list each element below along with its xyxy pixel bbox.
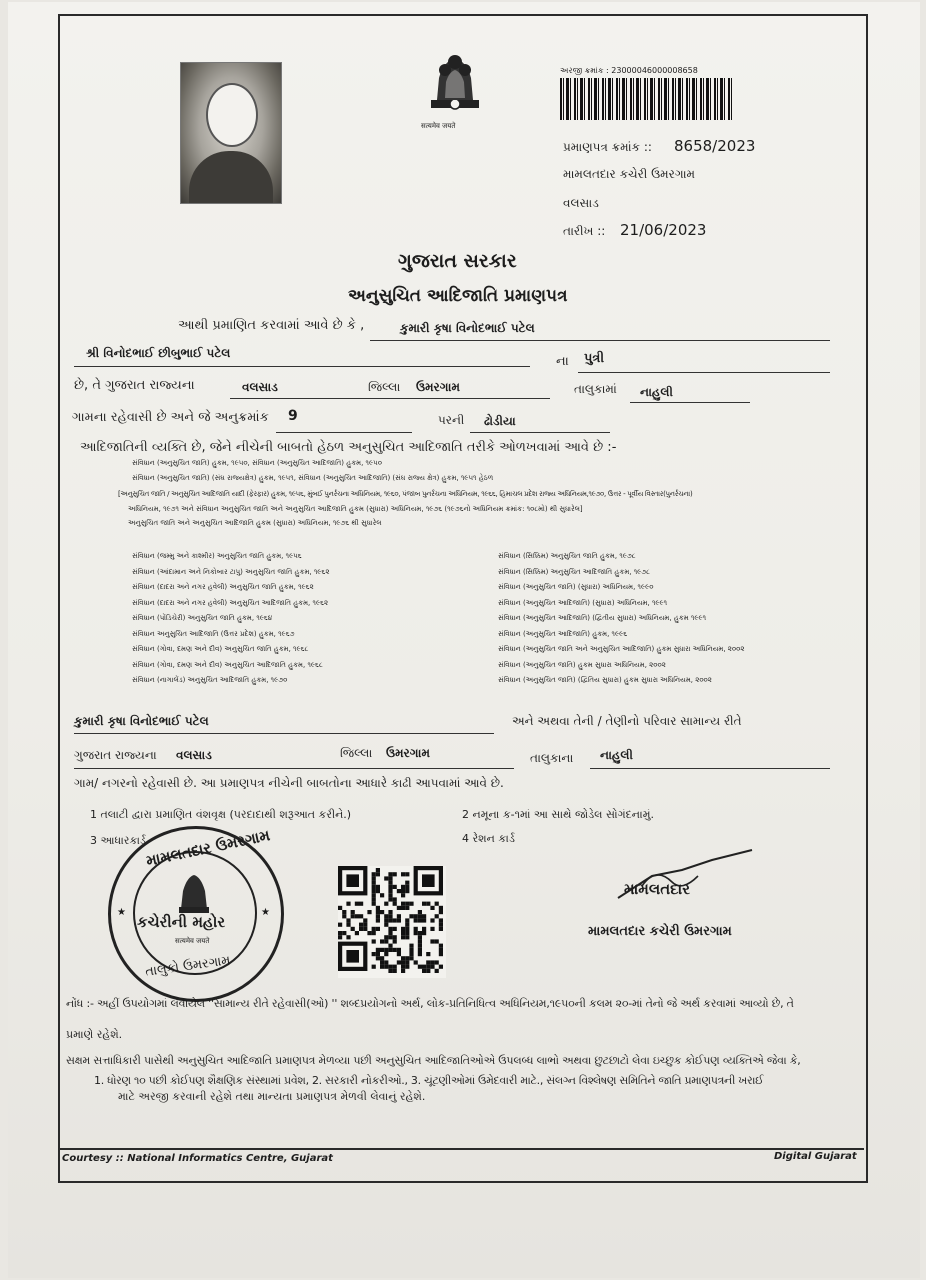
taluka-label: તાલુકામાં [574,382,617,396]
seal-top-text: મામલતદાર ઉમરગામ [144,826,272,870]
order-item: સંવિધાન (જમ્મુ અને કાશ્મીર) અનુસુચિત જાતિ હુકમ, ૧૯૫૬ [132,552,302,560]
info-line-2: 1. ધોરણ ૧૦ પછી કોઈપણ શૈક્ષણિક સંસ્થામાં પ્રવેશ, 2. સરકારી નોકરીઓ., 3. ચૂંટણીઓમાં ઉમેદવારી માટે., સંલગ્ન વિશ્લેષણ સમિતિને જાતિ પ્રમાણપત્રની ખરાઈ [94,1074,764,1087]
order-line: અનુસુચિત જાતિ અને અનુસુચિત આદિજાતિ હુકમ (સુધારા) અધિનિયમ, ૧૯૭૬ થી સુધારેલ [128,519,382,527]
family-resident-text: ગામ/ નગરનો રહેવાસી છે. આ પ્રમાણપત્ર નીચેની બાબતોના આધારે કાઢી આપવામાં આવે છે. [74,776,504,790]
order-item: સંવિધાન (અનુસુચિત આદિજાતિ) (દ્વિતીય સુધારા) અધિનિયમ, હુકમ ૧૯૯૧ [498,614,707,622]
family-district-value: વલસાડ [176,748,212,762]
orders-left-column [132,552,472,692]
village-underline [630,402,750,403]
order-item: સંવિધાન (અનુસુચિત જાતિ) (દ્વિતિય સુધારા) હુકમ સુધારા અધિનિયમ, ૨૦૦૨ [498,676,712,684]
document-item: 4 રેશન કાર્ડ [462,832,515,845]
and-or-text: અને અથવા તેની / તેણીનો પરિવાર સામાન્ય રીતે [512,714,742,728]
district-value: વલસાડ [242,380,278,394]
qr-code [338,866,446,978]
family-district-label: જિલ્લા [340,746,373,760]
family-state-prefix: ગુજરાત રાજ્યના [74,748,157,762]
order-item: સંવિધાન (નાગાલેંડ) અનુસુચિત આદિજાતિ હુકમ, ૧૯૭૦ [132,676,288,684]
order-item: સંવિધાન (અનુસુચિત જાતિ) (સુધારા) અધિનિયમ, ૧૯૯૦ [498,583,654,591]
order-item: સંવિધાન (અનુસુચિત જાતિ) હુકમ સુધારા અધિનિયમ, ૨૦૦૨ [498,660,666,669]
family-taluka-label: તાલુકાના [530,751,574,765]
order-item: સંવિધાન (આંદામાન અને નિકોબાર ટાપુ) અનુસુચિત જાતિ હુકમ, ૧૯૬૨ [132,567,330,576]
order-item: સંવિધાન (અનુસુચિત આદિજાતિ) હુકમ, ૧૯૯૬ [498,629,628,638]
government-title: ગુજરાત સરકાર [398,250,517,272]
relation: પુત્રી [584,351,605,366]
village-resident-text: ગામના રહેવાસી છે અને જે અનુક્રમાંક [72,410,269,425]
parent-underline [74,366,530,367]
family-name-underline [74,733,494,734]
application-number: અરજી ક્રમાંક : 23000046000008658 [560,66,698,75]
seal-star-icon: ★ [117,907,126,918]
signature-office: મામલતદાર કચેરી ઉમરગામ [588,924,732,939]
family-district-underline [74,768,514,769]
name-underline [370,340,830,341]
brand-text: Digital Gujarat [774,1151,857,1162]
document-item: 3 આધારકાર્ડ [90,834,146,847]
date-label: તારીખ :: [563,224,606,238]
barcode [560,78,734,120]
seal-motto: सत्यमेव जयते [175,937,210,945]
candidate-name: કુમારી કૃષા વિનોદભાઈ પટેલ [400,321,535,335]
order-item: સંવિધાન (અનુસુચિત આદિજાતિ) (સુધારા) અધિનિયમ, ૧૯૯૧ [498,598,668,607]
order-item: સંવિધાન (ગોવા, દમણ અને દીવ) અનુસુચિત જાતિ હુકમ, ૧૯૬૮ [132,645,309,653]
footer-divider [58,1148,864,1150]
issue-date: 21/06/2023 [620,221,707,239]
seal-bottom-text: તાલુકો ઉમરગામ [144,953,232,980]
seal-center-text: કચેરીની મહોર [137,913,226,931]
order-item: સંવિધાન (સિક્કિમ) અનુસુચિત આદિજાતિ હુકમ, ૧૯૭૮ [498,567,651,576]
order-item: સંવિધાન (પોંડિચેરી) અનુસુચિત જાતિ હુકમ, ૧૯૬૪ [132,614,273,622]
certificate-number: 8658/2023 [674,137,756,155]
order-item: સંવિધાન (દાદરા અને નગર હવેલી) અનુસુચિત જાતિ હુકમ, ૧૯૬૨ [132,583,314,591]
office-name: મામલતદાર કચેરી ઉમરગામ [563,167,696,181]
order-line: અધિનિયમ, ૧૯૭૧ અને સંવિધાન અનુસુચિત જાતિ અને અનુસુચિત આદિજાતિ હુકમ (સુધારા) અધિનિયમ, ૧૯૭૬ (૧૯૭૬નો અધિનિયમ ક્રમાંક: ૧૦૮મો) થી સુધારેલ] [128,505,583,513]
certify-text: આથી પ્રમાણિત કરવામાં આવે છે કે , [178,318,365,333]
info-line-1: સક્ષમ સત્તાધિકારી પાસેથી અનુસુચિત આદિજાતિ પ્રમાણપત્ર મેળવ્યા પછી અનુસુચિત આદિજાતિઓએ ઉપલબ્ધ લાભો અથવા છુટછાટો લેવા ઇચ્છુક કોઈપણ વ્યક્તિએ જેવા કે, [66,1054,801,1067]
order-line: [અનુસુચિત જાતિ / અનુસુચિત આદિજાતિ યાદી (ફેરફાર) હુકમ, ૧૯૫૬, મુંબઈ પુનર્રચના અધિનિયમ, ૧૯૬૦, પંજાબ પુનર્રચના અધિનિયમ, ૧૯૬૬, હિમાચલ પ્રદેશ રાજ્ય અધિનિયમ,૧૯૭૦, ઉત્તર - પૂર્વીય વિસ્તાર(પુનર્રચના) [118,490,693,498]
courtesy-text: Courtesy :: National Informatics Centre, Gujarat [62,1153,333,1164]
order-item: સંવિધાન (દાદરા અને નગર હવેલી) અનુસુચિત આદિજાતિ હુકમ, ૧૯૬૨ [132,598,329,607]
document-item: 1 તલાટી દ્વારા પ્રમાણિત વંશવૃક્ષ (પરદાદાથી શરૂઆત કરીને.) [90,808,352,821]
taluka-value: ઉમરગામ [416,380,460,394]
parent-name: શ્રી વિનોદભાઈ છીબુભાઈ પટેલ [86,346,231,360]
district-label: જિલ્લા [368,380,401,394]
order-item: સંવિધાન (સિક્કિમ) અનુસુચિત જાતિ હુકમ, ૧૯૭૮ [498,552,636,560]
seal-emblem-icon [173,869,215,915]
note-line-1: નોંધ :- અહીં ઉપયોગમાં લેવાયેલ ''સામાન્ય રીતે રહેવાસી(ઓ) '' શબ્દપ્રયોગનો અર્થ, લોક-પ્રતિનિધિત્વ અધિનિયમ,૧૯૫૦ની કલમ ૨૦-માં તેનો જે અર્થ કરવામાં આવ્યો છે, તે [66,997,794,1010]
certificate-no-label: પ્રમાણપત્ર ક્રમાંક :: [563,140,652,154]
village-value: નાહુલી [640,385,673,399]
note-line-2: પ્રમાણે રહેશે. [66,1028,123,1041]
order-item: સંવિધાન (ગોવા, દમણ અને દીવ) અનુસુચિત આદિજાતિ હુકમ, ૧૯૬૮ [132,660,323,669]
office-seal [108,826,284,1002]
district-underline [230,398,550,399]
order-item: સંવિધાન અનુસુચિત આદિજાતિ (ઉત્તર પ્રદેશ) હુકમ, ૧૯૬૭ [132,629,295,638]
relation-underline [578,372,830,373]
signature-title: મામલતદાર [624,880,690,898]
family-taluka-value: ઉમરગામ [386,746,430,760]
order-item: સંવિધાન (અનુસુચિત જાતિ અને અનુસુચિત આદિજાતિ) હુકમ સુધારા અધિનિયમ, ૨૦૦૨ [498,645,745,653]
national-emblem-icon [415,48,495,138]
tribe-name: ઢોડીયા [484,414,516,428]
orders-right-column [498,552,838,692]
info-line-3: માટે અરજી કરવાની રહેશે તથા માન્યતા પ્રમાણપત્ર મેળવી લેવાનું રહેશે. [118,1090,426,1103]
tribe-underline [470,432,610,433]
district-name: વલસાડ [563,196,599,210]
certificate-title: અનુસુચિત આદિજાતિ પ્રમાણપત્ર [348,286,568,306]
seal-star-icon: ★ [261,907,270,918]
serial-underline [276,432,412,433]
recognition-text: આદિજાતિની વ્યક્તિ છે, જેને નીચેની બાબતો હેઠળ અનુસુચિત આદિજાતિ તરીકે ઓળખવામાં આવે છે :- [80,440,617,455]
emblem-caption: सत्यमेव जयते [421,122,456,130]
serial-number: 9 [288,408,298,424]
applicant-photo [180,62,282,204]
family-village-underline [590,768,830,769]
state-prefix: છે, તે ગુજરાત રાજ્યના [74,378,195,393]
order-line: સંવિધાન (અનુસુચિત જાતિ) (સંઘ રાજ્યક્ષેત્ર) હુકમ, ૧૯૫૧, સંવિધાન (અનુસુચિત આદિજાતિ) (સંઘ રાજ્ય ક્ષેત્ર) હુકમ, ૧૯૫૧ હેઠળ [132,474,494,482]
document-item: 2 નમૂના ક-૧માં આ સાથે જોડેલ સોગંદનામું. [462,808,654,821]
family-name: કુમારી કૃષા વિનોદભાઈ પટેલ [74,714,209,728]
parni-label: પરની [438,413,465,427]
order-line: સંવિધાન (અનુસુચિત જાતિ) હુકમ, ૧૯૫૦, સંવિધાન (અનુસુચિત આદિજાતિ) હુકમ, ૧૯૫૦ [132,459,382,467]
family-village-value: નાહુલી [600,748,633,762]
na-label: ના [556,354,569,369]
